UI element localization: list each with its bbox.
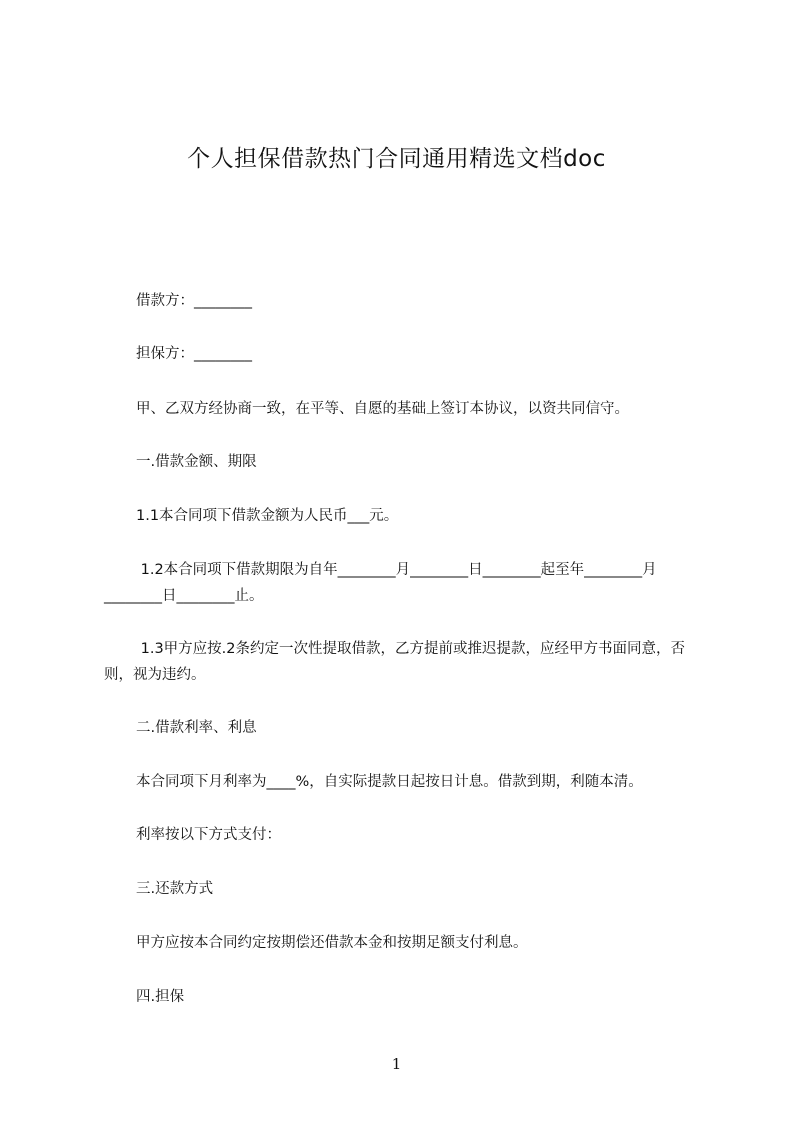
section-heading-3: 三.还款方式 (136, 881, 214, 897)
page-number: 1 (391, 1055, 402, 1073)
section-heading-4: 四.担保 (136, 989, 185, 1005)
section-heading-1: 一.借款金额、期限 (136, 454, 257, 470)
paragraph-1-3: 1.3甲方应按.2条约定一次性提取借款，乙方提前或推迟提款，应经甲方书面同意，否则，视为违约。 (104, 641, 686, 683)
document-title: 个人担保借款热门合同通用精选文档doc (187, 146, 606, 172)
paragraph-preamble: 甲、乙双方经协商一致，在平等、自愿的基础上签订本协议，以资共同信守。 (136, 401, 629, 417)
paragraph-interest-rate: 本合同项下月利率为____%，自实际提款日起按日计息。借款到期，利随本清。 (136, 774, 643, 790)
paragraph-payment-method: 利率按以下方式支付： (136, 827, 281, 843)
paragraph-repayment: 甲方应按本合同约定按期偿还借款本金和按期足额支付利息。 (136, 935, 528, 951)
paragraph-1-1: 1.1本合同项下借款金额为人民币___元。 (136, 508, 399, 524)
paragraph-1-2: 1.2本合同项下借款期限为自年________月________日________起至年________月________日________止。 (104, 562, 657, 604)
section-heading-2: 二.借款利率、利息 (136, 720, 257, 736)
paragraph-borrower: 借款方：________ (136, 293, 252, 309)
paragraph-guarantor: 担保方：________ (136, 346, 252, 362)
